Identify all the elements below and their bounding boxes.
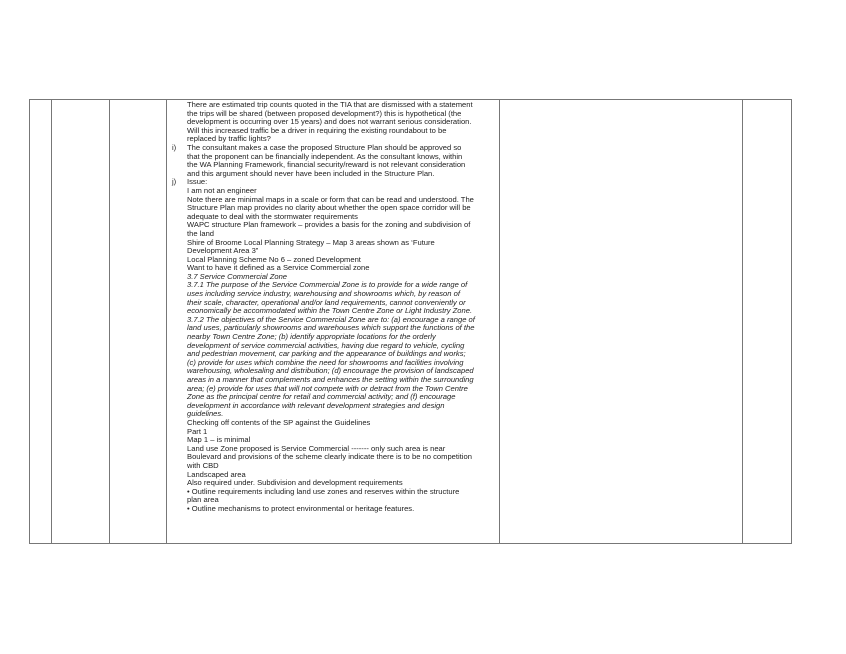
line-text: replaced by traffic lights?	[187, 134, 271, 144]
line-text: and pedestrian movement, car parking and the appearance of buildings and works;	[187, 349, 466, 359]
line-text: There are estimated trip counts quoted in the TIA that are dismissed with a statement	[187, 100, 473, 109]
comment-cell	[166, 101, 498, 514]
line-text: • Outline requirements including land use zones and reserves within the structure	[187, 486, 460, 496]
line-text: Note there are minimal maps in a scale or form that can be read and understood. The	[187, 194, 474, 204]
line-text: uses including service industry, warehousing and showrooms which, by reason of	[187, 289, 460, 299]
line-text: the WA Planning Framework, financial security/reward is not relevant consideration	[187, 160, 466, 170]
line-text: WAPC structure Plan framework – provides a basis for the zoning and subdivision of	[187, 220, 471, 230]
line-text: areas in a manner that complements and enhances the setting within the surrounding	[187, 375, 474, 384]
column-divider	[499, 100, 500, 543]
line-text: nearby Town Centre Zone; (b) identify appropriate locations for the orderly	[187, 332, 436, 342]
line-text: The consultant makes a case the proposed Structure Plan should be approved so	[187, 142, 462, 152]
line-text: 3.7 Service Commercial Zone	[187, 271, 288, 281]
line-text: the land	[187, 228, 215, 238]
line-text: with CBD	[187, 460, 219, 470]
line-text: development of service commercial activities, having due regard to vehicle, cycling	[187, 340, 465, 350]
line-text: Zone as the principal centre for retail and commercial activity; and (f) encourage	[187, 392, 456, 402]
text-line	[166, 505, 498, 514]
line-text: development is occurring over 15 years) and does not warrant serious consideration.	[187, 117, 472, 127]
column-divider	[51, 100, 52, 543]
line-text: Structure Plan map provides no clarity about whether the open space corridor will be	[187, 203, 471, 213]
line-text: Landscaped area	[187, 469, 246, 479]
line-text: area; (e) provide for uses that will not compete with or detract from the Town Centre	[187, 383, 468, 393]
line-text: warehousing, wholesaling and distribution; (d) encourage the provision of landscaped	[187, 366, 474, 376]
list-marker: i)	[172, 142, 177, 152]
line-text: Shire of Broome Local Planning Strategy – Map 3 areas shown as ‘Future	[187, 237, 435, 247]
line-text: land uses, particularly showrooms and warehouses which support the functions of the	[187, 323, 475, 333]
line-text: I am not an engineer	[187, 185, 257, 195]
column-divider	[109, 100, 110, 543]
text-line	[166, 170, 498, 179]
line-text: 3.7.1 The purpose of the Service Commercial Zone is to provide for a wide range of	[187, 280, 468, 290]
line-text: Development Area 3”	[187, 246, 259, 256]
text-line	[166, 221, 498, 230]
line-text: Checking off contents of the SP against the Guidelines	[187, 417, 371, 427]
line-text: plan area	[187, 495, 219, 505]
text-line	[166, 419, 498, 428]
line-text: Also required under. Subdivision and development requirements	[187, 478, 403, 488]
line-text: guidelines.	[187, 409, 224, 419]
line-text: • Outline mechanisms to protect environmental or heritage features.	[187, 503, 415, 513]
line-text: economically be accommodated within the Town Centre Zone or Light Industry Zone.	[187, 306, 473, 316]
list-marker: j)	[172, 177, 177, 187]
line-text: Map 1 – is minimal	[187, 435, 251, 445]
line-text: Land use Zone proposed is Service Commercial ------- only such area is near	[187, 443, 446, 453]
line-text: Issue:	[187, 177, 208, 187]
line-text: their scale, character, operational and/or land requirements, cannot conveniently or	[187, 297, 466, 307]
line-text: the trips will be shared (between proposed development?) this is hypothetical (the	[187, 108, 462, 118]
line-text: Will this increased traffic be a driver in requiring the existing roundabout to be	[187, 125, 447, 135]
line-text: Part 1	[187, 426, 208, 436]
line-text: development in accordance with relevant development strategies and design	[187, 400, 445, 410]
line-text: (c) provide for uses which combine the need for showrooms and facilities involving	[187, 357, 464, 367]
column-divider	[742, 100, 743, 543]
line-text: 3.7.2 The objectives of the Service Commercial Zone are to: (a) encourage a range of	[187, 314, 475, 324]
line-text: Want to have it defined as a Service Commercial zone	[187, 263, 370, 273]
line-text: Boulevard and provisions of the scheme clearly indicate there is to be no competition	[187, 452, 472, 462]
line-text: Local Planning Scheme No 6 – zoned Development	[187, 254, 361, 264]
line-text: adequate to deal with the stormwater requirements	[187, 211, 358, 221]
line-text: and this argument should never have been included in the Structure Plan.	[187, 168, 435, 178]
line-text: that the proponent can be financially independent. As the consultant knows, within	[187, 151, 463, 161]
